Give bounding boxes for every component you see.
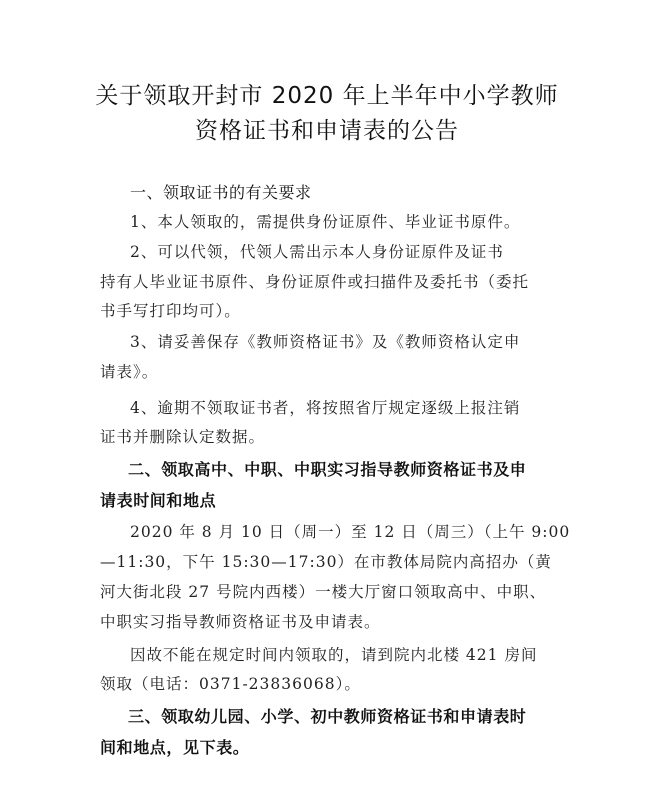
section3-heading-line2: 间和地点，见下表。	[100, 738, 250, 757]
section1-heading: 一、领取证书的有关要求	[130, 183, 312, 202]
section2-heading-line1: 二、领取高中、中职、中职实习指导教师资格证书及申	[128, 460, 527, 479]
section1-item2-line1: 2、可以代领，代领人需出示本人身份证原件及证书	[130, 243, 504, 261]
section1-item4-line1: 4、逾期不领取证书者，将按照省厅规定逐级上报注销	[130, 399, 521, 417]
section1-item2-line2: 持有人毕业证书原件、身份证原件或扫描件及委托书（委托	[100, 273, 530, 291]
section2-para1-line2: —11:30，下午 15:30—17:30）在市教体局院内高招办（黄	[100, 553, 552, 571]
section2-para2-line2: 领取（电话：0371-23836068）。	[100, 675, 361, 693]
section1-item1: 1、本人领取的，需提供身份证原件、毕业证书原件。	[130, 213, 521, 231]
section3-heading-line1: 三、领取幼儿园、小学、初中教师资格证书和申请表时	[128, 707, 527, 726]
section1-item3-line1: 3、请妥善保存《教师资格证书》及《教师资格认定申	[130, 333, 521, 351]
title-line-1: 关于领取开封市 2020 年上半年中小学教师	[95, 83, 559, 109]
title-line-2: 资格证书和申请表的公告	[195, 118, 459, 144]
section2-para1-line4: 中职实习指导教师资格证书及申请表。	[100, 613, 381, 631]
section1-item2-line3: 书手写打印均可）。	[100, 302, 241, 320]
section2-para1-line3: 河大街北段 27 号院内西楼）一楼大厅窗口领取高中、中职、	[100, 583, 547, 601]
section2-para1-line1: 2020 年 8 月 10 日（周一）至 12 日（周三）（上午 9:00	[130, 523, 571, 541]
section1-item4-line2: 证书并删除认定数据。	[100, 428, 266, 446]
section2-para2-line1: 因故不能在规定时间内领取的，请到院内北楼 421 房间	[130, 646, 538, 664]
section1-item3-line2: 请表》。	[100, 363, 159, 381]
section2-heading-line2: 请表时间和地点	[100, 491, 217, 510]
